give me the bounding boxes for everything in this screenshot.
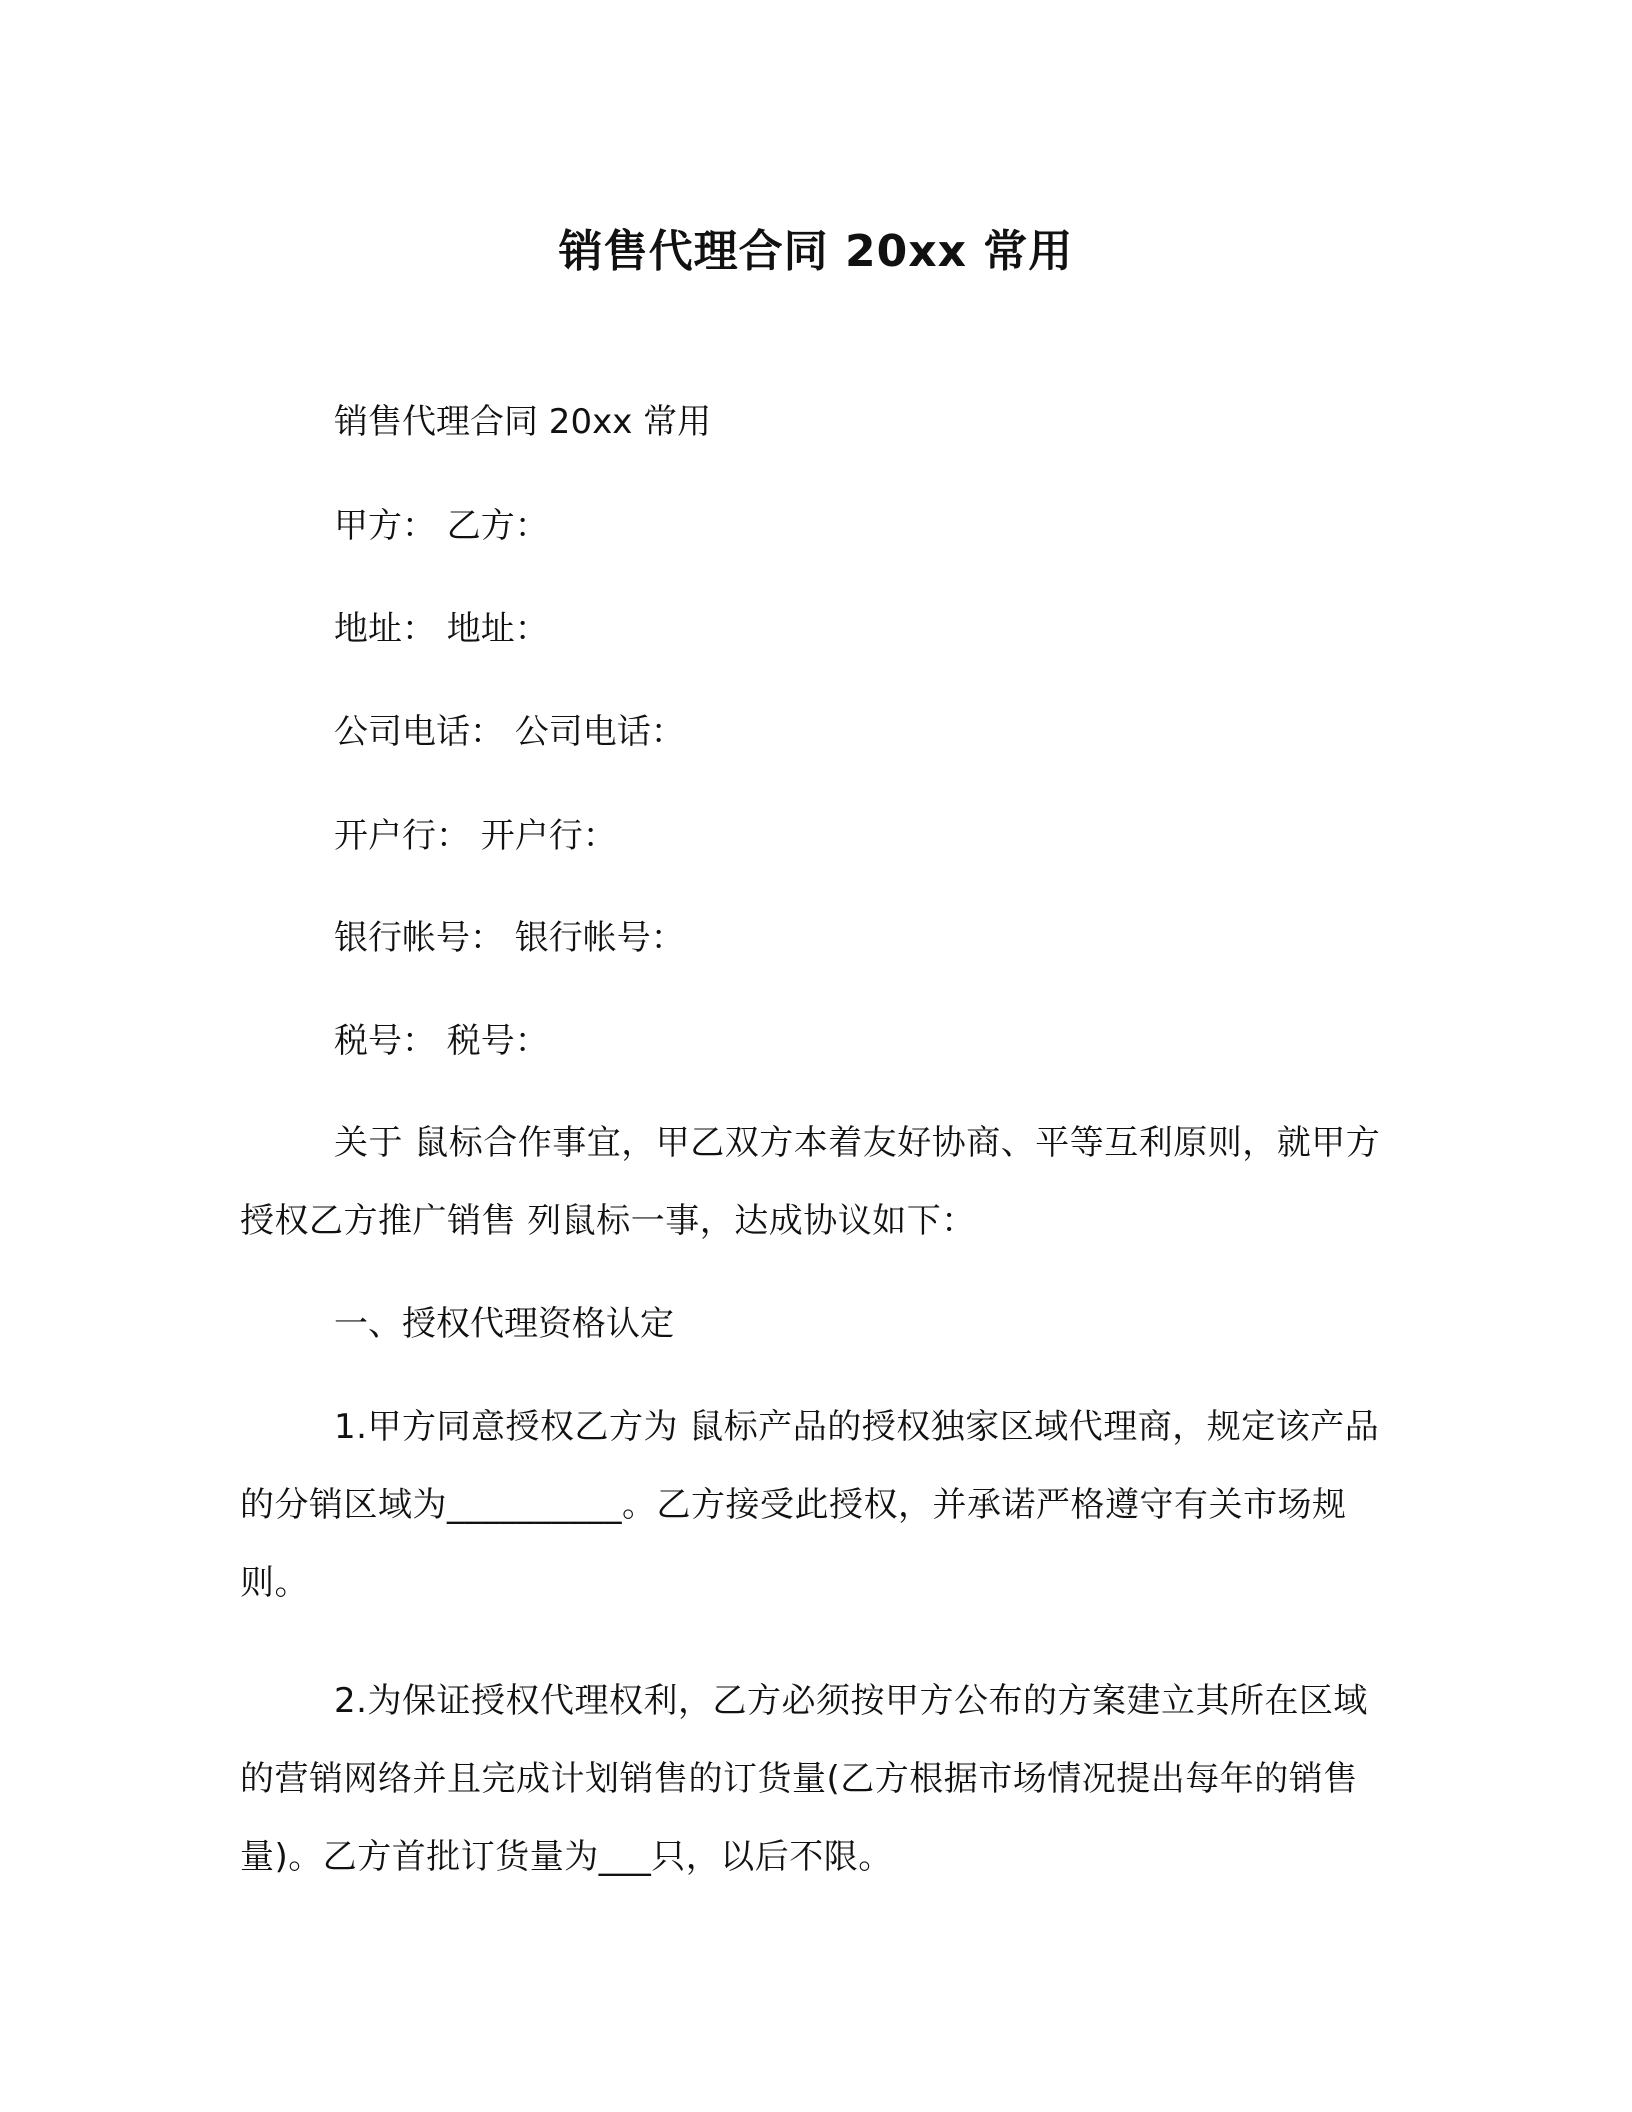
party-line-name: 甲方： 乙方： — [334, 506, 549, 546]
section-1-heading: 一、授权代理资格认定 — [334, 1304, 674, 1344]
party-line-account: 银行帐号： 银行帐号： — [334, 918, 685, 958]
clause-2-paragraph: 2.为保证授权代理权利，乙方必须按甲方公布的方案建立其所在区域的营销网络并且完成计划销售的订货量(乙方根据市场情况提出每年的销售量)。乙方首批订货量为___只，以后不限。 — [240, 1681, 1368, 1877]
document-subtitle: 销售代理合同 20xx 常用 — [334, 402, 712, 442]
party-line-bank: 开户行： 开户行： — [334, 816, 617, 856]
document-title: 销售代理合同 20xx 常用 — [558, 226, 1074, 277]
clause-1-paragraph: 1.甲方同意授权乙方为 鼠标产品的授权独家区域代理商，规定该产品的分销区域为__________。乙方接受此授权，并承诺严格遵守有关市场规则。 — [240, 1407, 1380, 1603]
party-line-tax: 税号： 税号： — [334, 1021, 549, 1061]
party-line-phone: 公司电话： 公司电话： — [334, 712, 685, 752]
intro-paragraph: 关于 鼠标合作事宜，甲乙双方本着友好协商、平等互利原则，就甲方授权乙方推广销售 列鼠标一事，达成协议如下： — [240, 1123, 1381, 1241]
party-line-address: 地址： 地址： — [334, 609, 549, 649]
